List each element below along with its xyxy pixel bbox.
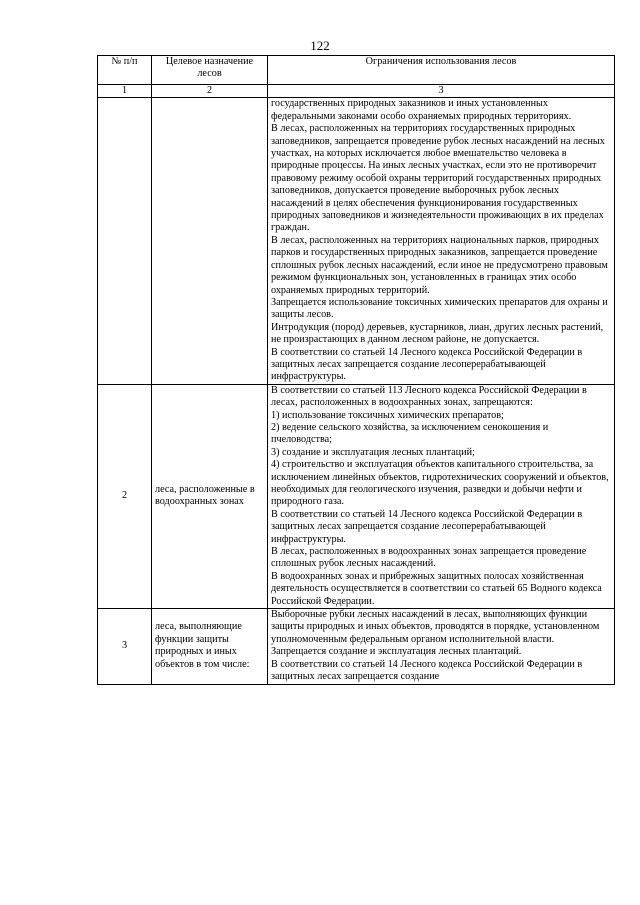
restriction-paragraph: 4) строительство и эксплуатация объектов капитального строительства, за исключением линейных объектов, гидротехнических сооружений и объектов, необходимых для геологического изучения, разведки и добычи нефти и природного газа. <box>271 459 609 508</box>
restriction-paragraph: Запрещается использование токсичных химических препаратов для охраны и защиты лесов. <box>271 296 608 321</box>
row-purpose: леса, расположенные в водоохранных зонах <box>152 384 268 608</box>
column-number: 1 <box>98 85 152 98</box>
table-row <box>98 98 615 384</box>
row-restrictions <box>268 98 615 384</box>
column-number: 2 <box>152 85 268 98</box>
column-number-row <box>98 85 615 98</box>
restriction-paragraph: В соответствии со статьей 14 Лесного кодекса Российской Федерации в защитных лесах запрещается создание <box>271 658 583 683</box>
column-number: 3 <box>268 85 615 98</box>
restriction-paragraph: В лесах, расположенных в водоохранных зонах запрещается проведение сплошных рубок лесных насаждений. <box>271 546 587 570</box>
restrictions-table <box>97 55 615 685</box>
restriction-paragraph: государственных природных заказников и иных установленных федеральными законами особо охраняемых природных территориях. <box>271 98 572 122</box>
restriction-paragraph: Запрещается создание и эксплуатация лесных плантаций. <box>271 646 522 658</box>
row-purpose <box>152 98 268 384</box>
row-number: 3 <box>98 609 152 684</box>
table-row <box>98 609 615 684</box>
restriction-paragraph: Выборочные рубки лесных насаждений в лесах, выполняющих функции защиты природных и иных объектов, проводятся в порядке, установленном уполномоченным федеральным органом исполнительной власти. <box>271 609 600 645</box>
restriction-paragraph: Интродукция (пород) деревьев, кустарников, лиан, других лесных растений, не произрастающих в данном лесном районе, не допускается. <box>271 321 604 346</box>
restriction-paragraph: В соответствии со статьей 14 Лесного кодекса Российской Федерации в защитных лесах запрещается создание лесоперерабатывающей инфраструктуры. <box>271 508 583 545</box>
restriction-paragraph: 1) использование токсичных химических препаратов; <box>271 409 504 421</box>
restriction-paragraph: 3) создание и эксплуатация лесных плантаций; <box>271 446 475 458</box>
restriction-paragraph: В соответствии со статьей 113 Лесного кодекса Российской Федерации в лесах, расположенных в водоохранных зонах, запрещаются: <box>271 384 587 409</box>
restriction-paragraph: 2) ведение сельского хозяйства, за исключением сенокошения и пчеловодства; <box>271 421 549 446</box>
row-number: 2 <box>98 384 152 608</box>
row-restrictions <box>268 609 615 684</box>
table-header-row <box>98 56 615 85</box>
header-restrictions: Ограничения использования лесов <box>268 56 615 85</box>
row-purpose: леса, выполняющие функции защиты природных и иных объектов в том числе: <box>152 609 268 684</box>
restriction-paragraph: В водоохранных зонах и прибрежных защитных полосах хозяйственная деятельность осуществляется в соответствии со статьей 65 Водного кодекса Российской Федерации. <box>271 570 602 607</box>
header-number: № п/п <box>98 56 152 85</box>
table-row <box>98 384 615 608</box>
restriction-paragraph: В лесах, расположенных на территориях национальных парков, природных парков и государственных природных заказников, запрещается проведение сплошных рубок лесных насаждений, если иное не предусмотрено правовым режимом функциональных зон, установленных в границах этих особо охраняемых природных территорий. <box>271 234 608 296</box>
page-number: 122 <box>310 38 330 53</box>
header-purpose: Целевое назначение лесов <box>152 56 268 85</box>
row-restrictions <box>268 384 615 608</box>
row-number <box>98 98 152 384</box>
restriction-paragraph: В соответствии со статьей 14 Лесного кодекса Российской Федерации в защитных лесах запрещается создание лесоперерабатывающей инфраструктуры. <box>271 346 583 383</box>
restriction-paragraph: В лесах, расположенных на территориях государственных природных заповедников, запрещается проведение рубок лесных насаждений на лесных участках, на которых исключается любое вмешательство человека в природные процессы. На иных лесных участках, если это не противоречит правовому режиму особой охраны территорий государственных природных заповедников, допускается проведение выборочных рубок лесных насаждений в целях обеспечения функционирования государственных природных заповедников и жизнедеятельности проживающих в их пределах граждан. <box>271 123 605 234</box>
